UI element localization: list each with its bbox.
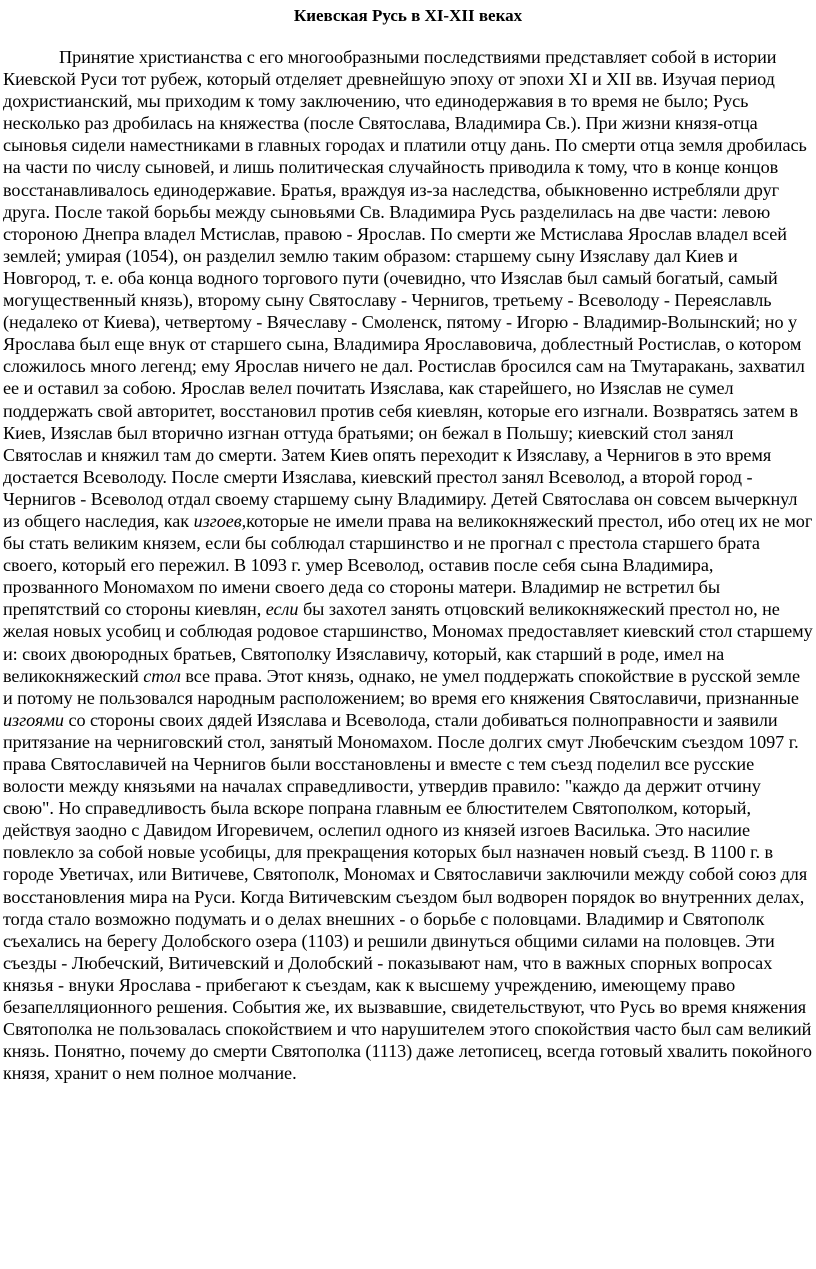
body-paragraph <box>3 46 813 1084</box>
italic-term-izgoev: изгоев, <box>193 510 247 531</box>
italic-term-stol: стол <box>143 665 181 686</box>
text-run: со стороны своих дядей Изяслава и Всеволода, стали добиваться полноправности и заявили притязание на черниговский стол, занятый Мономахом. После долгих смут Любечским съездом 1097 г. права Святославичей на Чернигов были восстановлены и вместе с тем съезд поделил все русские волости между князьями на началах справедливости, утвердив правило: "каждо да держит отчину свою". Но справедливость была вскоре попрана главным ее блюстителем Святополком, который, действуя заодно с Давидом Игоревичем, ослепил одного из князей изгоев Василька. Это насилие повлекло за собой новые усобицы, для прекращения которых был назначен новый съезд. В 1100 г. в городе Уветичах, или Витичеве, Святополк, Мономах и Святославичи заключили между собой союз для восстановления мира на Руси. Когда Витичевским съездом был водворен порядок во внутренних делах, тогда стало возможно подумать и о делах внешних - о борьбе с половцами. Владимир и Святополк съехались на берегу Долобского озера (1103) и решили двинуться общими силами на половцев. Эти съезды - Любечский, Витичевский и Долобский - показывают нам, что в важных спорных вопросах князья - внуки Ярослава - прибегают к съездам, как к высшему учреждению, имеющему право безапелляционного решения. События же, их вызвавшие, свидетельствуют, что Русь во время княжения Святополка не пользовалась спокойствием и что нарушителем этого спокойствия часто был сам великий князь. Понятно, почему до смерти Святополка (1113) даже летописец, всегда готовый хвалить покойного князя, хранит о нем полное молчание. <box>3 709 812 1084</box>
italic-term-izgoyami: изгоями <box>3 709 64 730</box>
text-run: Принятие христианства с его многообразными последствиями представляет собой в истории Киевской Руси тот рубеж, который отделяет древнейшую эпоху от эпохи XI и XII вв. Изучая период дохристианский, мы приходим к тому заключению, что единодержавия в то время не было; Русь несколько раз дробилась на княжества (после Святослава, Владимира Св.). При жизни князя-отца сыновья сидели наместниками в главных городах и платили отцу дань. По смерти отца земля дробилась на части по числу сыновей, и лишь политическая случайность приводила к тому, что в конце концов восстанавливалось единодержавие. Братья, враждуя из-за наследства, обыкновенно истребляли друг друга. После такой борьбы между сыновьями Св. Владимира Русь разделилась на две части: левою стороною Днепра владел Мстислав, правою - Ярослав. По смерти же Мстислава Ярослав владел всей землей; умирая (1054), он разделил землю таким образом: старшему сыну Изяславу дал Киев и Новгород, т. е. оба конца водного торгового пути (очевидно, что Изяслав был самый богатый, самый могущественный князь), второму сыну Святославу - Чернигов, третьему - Всеволоду - Переяславль (недалеко от Киева), четвертому - Вячеславу - Смоленск, пятому - Игорю - Владимир-Волынский; но у Ярослава был еще внук от старшего сына, Владимира Ярославовича, доблестный Ростислав, о котором сложилось много легенд; ему Ярослав ничего не дал. Ростислав бросился сам на Тмутаракань, захватил ее и оставил за собою. Ярослав велел почитать Изяслава, как старейшего, но Изяслав не сумел поддержать свой авторитет, восстановил против себя киевлян, которые его изгнали. Возвратясь затем в Киев, Изяслав был вторично изгнан оттуда братьями; он бежал в Польшу; киевский стол занял Святослав и княжил там до смерти. Затем Киев опять переходит к Изяславу, а Чернигов в это время достается Всеволоду. После смерти Изяслава, киевский престол занял Всеволод, а второй город - Чернигов - Всеволод отдал своему старшему сыну Владимиру. Детей Святослава он совсем вычеркнул из общего наследия, как <box>3 47 807 531</box>
text-run: все права. Этот князь, однако, не умел поддержать спокойствие в русской земле и потому не пользовался народным расположением; во время его княжения Святославичи, признанные <box>3 665 800 708</box>
page-title: Киевская Русь в XI-XII веках <box>293 6 523 25</box>
italic-term-esli: если <box>265 599 299 620</box>
text-run: бы захотел занять отцовский великокняжеский престол но, не желая новых усобиц и соблюдая родовое старшинство, Мономах предоставляет киевский стол старшему и: своих двоюродных братьев, Святополку Изяславичу, который, как старший в роде, имел на великокняжеский <box>3 599 813 686</box>
text-run: которые не имели права на великокняжеский престол, ибо отец их не мог бы стать великим князем, если бы соблюдал старшинство и не прогнал с престола старшего брата своего, который его пережил. В 1093 г. умер Всеволод, оставив после себя сына Владимира, прозванного Мономахом по имени своего деда со стороны матери. Владимир не встретил бы препятствий со стороны киевлян, <box>3 510 813 620</box>
